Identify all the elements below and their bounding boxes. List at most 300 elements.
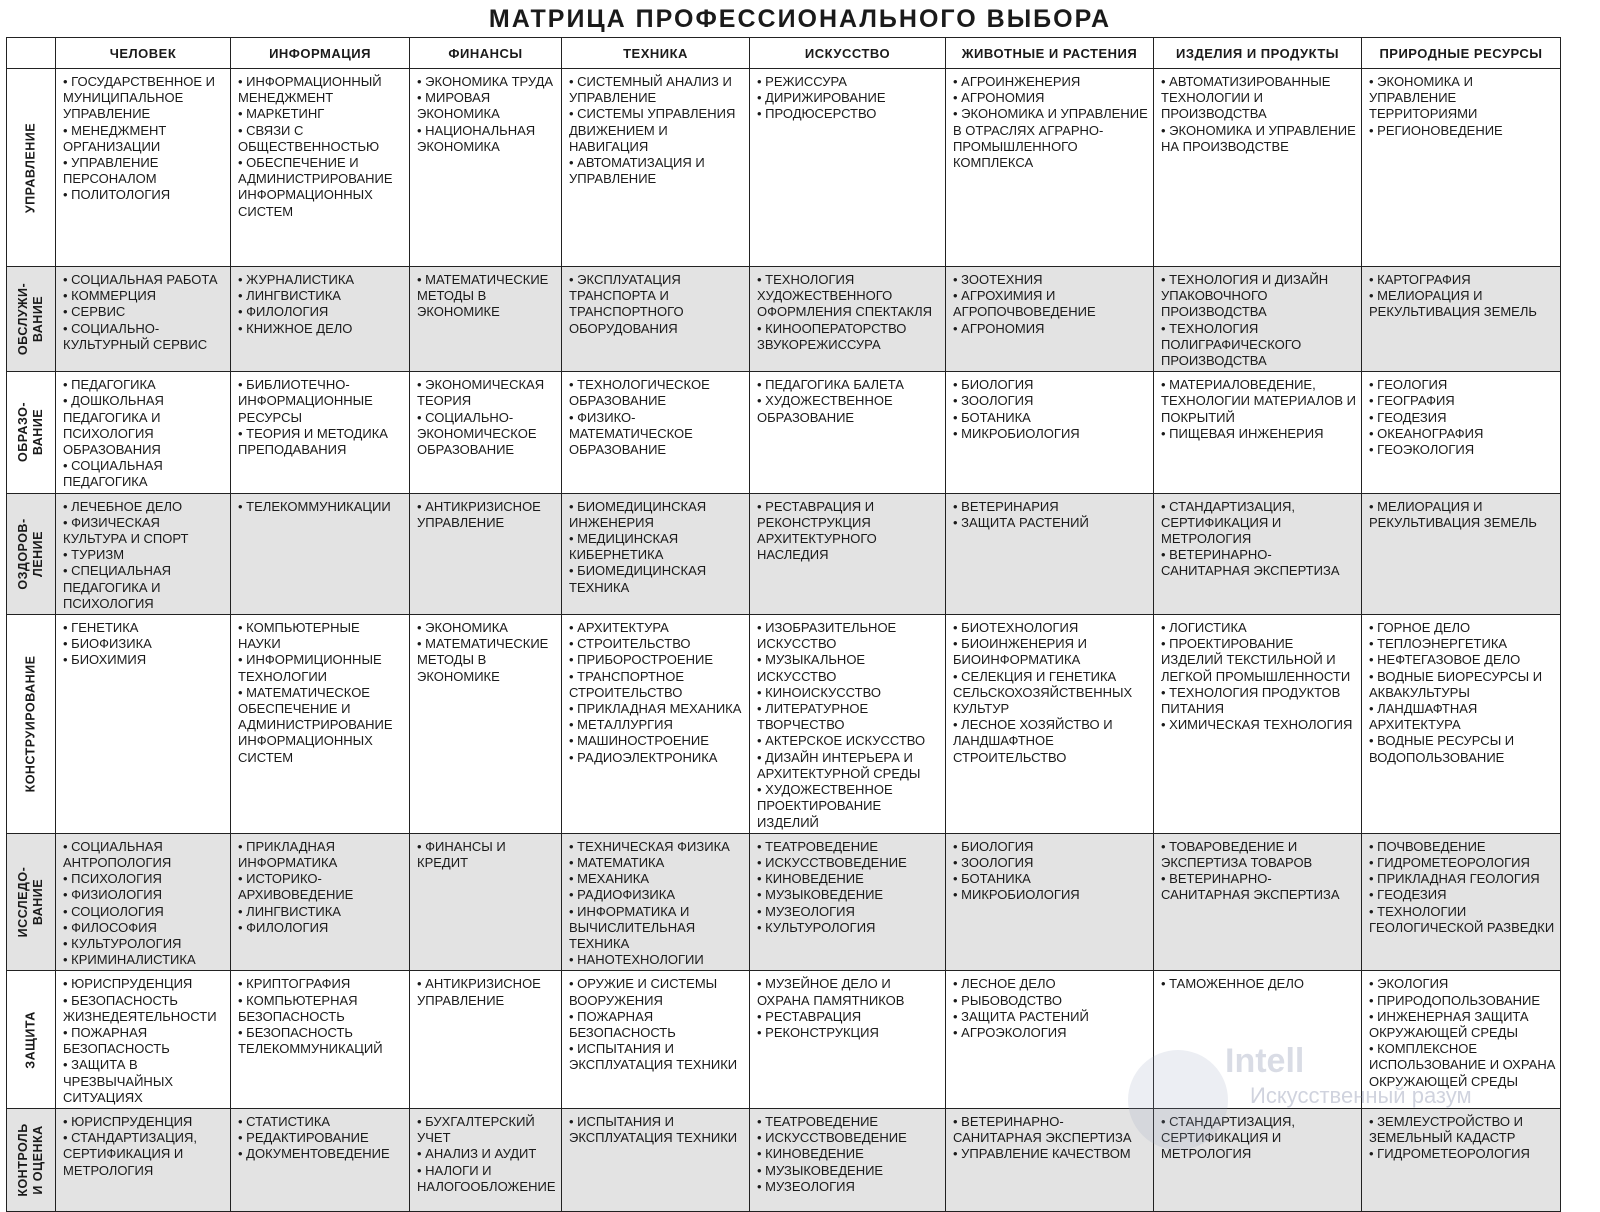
column-header: ИНФОРМАЦИЯ	[231, 38, 410, 69]
profession-list	[238, 74, 405, 220]
profession-item: • СОЦИАЛЬНАЯ ПЕДАГОГИКА	[63, 458, 226, 490]
profession-item: • ТЕХНОЛОГИЯ ПОЛИГРАФИЧЕСКОГО ПРОИЗВОДСТВА	[1161, 321, 1357, 370]
profession-item: • ЗАЩИТА В ЧРЕЗВЫЧАЙНЫХ СИТУАЦИЯХ	[63, 1057, 226, 1106]
matrix-row	[7, 1108, 1561, 1211]
profession-item: • ВОДНЫЕ РЕСУРСЫ И ВОДОПОЛЬЗОВАНИЕ	[1369, 733, 1556, 765]
column-header: ИСКУССТВО	[750, 38, 946, 69]
matrix-row	[7, 833, 1561, 971]
profession-item: • БОТАНИКА	[953, 410, 1149, 426]
profession-item: • ДОШКОЛЬНАЯ ПЕДАГОГИКА И ПСИХОЛОГИЯ ОБРАЗОВАНИЯ	[63, 393, 226, 458]
profession-item: • БИБЛИОТЕЧНО-ИНФОРМАЦИОННЫЕ РЕСУРСЫ	[238, 377, 405, 426]
column-header: ИЗДЕЛИЯ И ПРОДУКТЫ	[1154, 38, 1362, 69]
profession-item: • СЕЛЕКЦИЯ И ГЕНЕТИКА СЕЛЬСКОХОЗЯЙСТВЕННЫХ КУЛЬТУР	[953, 669, 1149, 718]
profession-item: • БИОЛОГИЯ	[953, 377, 1149, 393]
profession-item: • ГЕОЛОГИЯ	[1369, 377, 1556, 393]
profession-item: • НАЛОГИ И НАЛОГООБЛОЖЕНИЕ	[417, 1163, 557, 1195]
profession-item: • СОЦИОЛОГИЯ	[63, 904, 226, 920]
matrix-cell	[1362, 1108, 1561, 1211]
matrix-cell	[946, 971, 1154, 1109]
profession-item: • СОЦИАЛЬНО-КУЛЬТУРНЫЙ СЕРВИС	[63, 321, 226, 353]
profession-item: • МУЗЕОЛОГИЯ	[757, 904, 941, 920]
profession-item: • ВОДНЫЕ БИОРЕСУРСЫ И АКВАКУЛЬТУРЫ	[1369, 669, 1556, 701]
matrix-cell	[562, 372, 750, 493]
profession-item: • БЕЗОПАСНОСТЬ ЖИЗНЕДЕЯТЕЛЬНОСТИ	[63, 993, 226, 1025]
profession-list	[569, 620, 745, 766]
matrix-cell	[56, 493, 231, 614]
matrix-cell	[56, 615, 231, 834]
profession-list	[238, 1114, 405, 1163]
profession-item: • АГРОХИМИЯ И АГРОПОЧВОВЕДЕНИЕ	[953, 288, 1149, 320]
profession-item: • РЕКОНСТРУКЦИЯ	[757, 1025, 941, 1041]
matrix-cell	[946, 615, 1154, 834]
watermark-logo-icon	[1128, 1050, 1228, 1150]
profession-list	[1161, 839, 1357, 904]
profession-item: • ГЕОГРАФИЯ	[1369, 393, 1556, 409]
profession-item: • РЕСТАВРАЦИЯ И РЕКОНСТРУКЦИЯ АРХИТЕКТУРНОГО НАСЛЕДИЯ	[757, 499, 941, 564]
profession-list	[238, 976, 405, 1057]
matrix-cell	[1154, 833, 1362, 971]
profession-item: • ТЕАТРОВЕДЕНИЕ	[757, 1114, 941, 1130]
matrix-cell	[1362, 493, 1561, 614]
profession-item: • ЛЕСНОЕ ДЕЛО	[953, 976, 1149, 992]
profession-item: • КИНОИСКУССТВО	[757, 685, 941, 701]
profession-item: • ГОРНОЕ ДЕЛО	[1369, 620, 1556, 636]
profession-item: • ПОЛИТОЛОГИЯ	[63, 187, 226, 203]
profession-item: • МЕДИЦИНСКАЯ КИБЕРНЕТИКА	[569, 531, 745, 563]
row-header	[7, 69, 56, 267]
matrix-cell	[56, 971, 231, 1109]
profession-item: • СОЦИАЛЬНО-ЭКОНОМИЧЕСКОЕ ОБРАЗОВАНИЕ	[417, 410, 557, 459]
page-title: МАТРИЦА ПРОФЕССИОНАЛЬНОГО ВЫБОРА	[488, 5, 1112, 33]
matrix-row	[7, 69, 1561, 267]
watermark-brand: Intell	[1225, 1042, 1305, 1080]
profession-item: • ЖУРНАЛИСТИКА	[238, 272, 405, 288]
matrix-cell	[946, 372, 1154, 493]
profession-item: • ДИРИЖИРОВАНИЕ	[757, 90, 941, 106]
profession-list	[1369, 839, 1556, 936]
profession-list	[238, 377, 405, 458]
profession-item: • АНТИКРИЗИСНОЕ УПРАВЛЕНИЕ	[417, 499, 557, 531]
profession-list	[417, 839, 557, 871]
profession-list	[417, 976, 557, 1008]
row-header-label: ОБСЛУЖИ- ВАНИЕ	[16, 282, 45, 356]
profession-item: • ОРУЖИЕ И СИСТЕМЫ ВООРУЖЕНИЯ	[569, 976, 745, 1008]
profession-item: • ЛОГИСТИКА	[1161, 620, 1357, 636]
matrix-cell	[410, 971, 562, 1109]
profession-item: • НАНОТЕХНОЛОГИИ	[569, 952, 745, 968]
profession-item: • КУЛЬТУРОЛОГИЯ	[63, 936, 226, 952]
matrix-cell	[1362, 69, 1561, 267]
profession-item: • ТЕАТРОВЕДЕНИЕ	[757, 839, 941, 855]
matrix-cell	[410, 833, 562, 971]
profession-item: • ЛИНГВИСТИКА	[238, 904, 405, 920]
profession-item: • СИСТЕМНЫЙ АНАЛИЗ И УПРАВЛЕНИЕ	[569, 74, 745, 106]
profession-item: • ГЕНЕТИКА	[63, 620, 226, 636]
profession-item: • МИКРОБИОЛОГИЯ	[953, 426, 1149, 442]
profession-item: • БИОМЕДИЦИНСКАЯ ИНЖЕНЕРИЯ	[569, 499, 745, 531]
matrix-cell	[1154, 267, 1362, 372]
profession-item: • РЕДАКТИРОВАНИЕ	[238, 1130, 405, 1146]
profession-item: • АГРОНОМИЯ	[953, 321, 1149, 337]
profession-item: • КОММЕРЦИЯ	[63, 288, 226, 304]
profession-item: • ПОЖАРНАЯ БЕЗОПАСНОСТЬ	[63, 1025, 226, 1057]
profession-item: • ОБЕСПЕЧЕНИЕ И АДМИНИСТРИРОВАНИЕ ИНФОРМАЦИОННЫХ СИСТЕМ	[238, 155, 405, 220]
profession-item: • ЛИНГВИСТИКА	[238, 288, 405, 304]
profession-item: • КОМПЛЕКСНОЕ ИСПОЛЬЗОВАНИЕ И ОХРАНА ОКРУЖАЮЩЕЙ СРЕДЫ	[1369, 1041, 1556, 1090]
profession-item: • МАТЕМАТИЧЕСКИЕ МЕТОДЫ В ЭКОНОМИКЕ	[417, 272, 557, 321]
profession-item: • БИОИНЖЕНЕРИЯ И БИОИНФОРМАТИКА	[953, 636, 1149, 668]
column-header: ФИНАНСЫ	[410, 38, 562, 69]
profession-item: • БОТАНИКА	[953, 871, 1149, 887]
matrix-cell	[231, 833, 410, 971]
matrix-cell	[1362, 372, 1561, 493]
profession-list	[417, 620, 557, 685]
profession-item: • ВЕТЕРИНАРНО-САНИТАРНАЯ ЭКСПЕРТИЗА	[953, 1114, 1149, 1146]
row-header	[7, 372, 56, 493]
profession-item: • ФИНАНСЫ И КРЕДИТ	[417, 839, 557, 871]
profession-item: • СТАНДАРТИЗАЦИЯ, СЕРТИФИКАЦИЯ И МЕТРОЛОГИЯ	[63, 1130, 226, 1179]
profession-item: • АНТИКРИЗИСНОЕ УПРАВЛЕНИЕ	[417, 976, 557, 1008]
profession-item: • АВТОМАТИЗАЦИЯ И УПРАВЛЕНИЕ	[569, 155, 745, 187]
matrix-cell	[1154, 372, 1362, 493]
profession-item: • КРИПТОГРАФИЯ	[238, 976, 405, 992]
matrix-cell	[750, 615, 946, 834]
profession-list	[953, 1114, 1149, 1163]
profession-item: • ОКЕАНОГРАФИЯ	[1369, 426, 1556, 442]
profession-item: • КИНОВЕДЕНИЕ	[757, 871, 941, 887]
profession-item: • МЕТАЛЛУРГИЯ	[569, 717, 745, 733]
row-header-label: УПРАВЛЕНИЕ	[23, 122, 38, 213]
matrix-body	[7, 69, 1561, 1212]
profession-list	[1369, 377, 1556, 458]
matrix-cell	[750, 493, 946, 614]
profession-item: • ТАМОЖЕННОЕ ДЕЛО	[1161, 976, 1357, 992]
profession-list	[63, 839, 226, 969]
profession-list	[1161, 74, 1357, 155]
matrix-row	[7, 493, 1561, 614]
profession-item: • ВЕТЕРИНАРНО-САНИТАРНАЯ ЭКСПЕРТИЗА	[1161, 547, 1357, 579]
row-header	[7, 615, 56, 834]
profession-item: • ПРОДЮСЕРСТВО	[757, 106, 941, 122]
profession-item: • ЗАЩИТА РАСТЕНИЙ	[953, 515, 1149, 531]
profession-item: • ЗООЛОГИЯ	[953, 855, 1149, 871]
profession-item: • АРХИТЕКТУРА	[569, 620, 745, 636]
profession-item: • ХИМИЧЕСКАЯ ТЕХНОЛОГИЯ	[1161, 717, 1357, 733]
profession-list	[1161, 272, 1357, 369]
profession-item: • РЫБОВОДСТВО	[953, 993, 1149, 1009]
profession-list	[63, 272, 226, 353]
profession-list	[757, 74, 941, 123]
matrix-cell	[231, 615, 410, 834]
profession-list	[1369, 499, 1556, 531]
profession-item: • ЗООЛОГИЯ	[953, 393, 1149, 409]
profession-item: • ЛИТЕРАТУРНОЕ ТВОРЧЕСТВО	[757, 701, 941, 733]
profession-item: • ПРОЕКТИРОВАНИЕ ИЗДЕЛИЙ ТЕКСТИЛЬНОЙ И ЛЕГКОЙ ПРОМЫШЛЕННОСТИ	[1161, 636, 1357, 685]
row-header-label: ОЗДОРОВ- ЛЕНИЕ	[16, 518, 45, 590]
profession-item: • ТРАНСПОРТНОЕ СТРОИТЕЛЬСТВО	[569, 669, 745, 701]
matrix-cell	[750, 267, 946, 372]
profession-item: • МАШИНОСТРОЕНИЕ	[569, 733, 745, 749]
profession-item: • ХУДОЖЕСТВЕННОЕ ПРОЕКТИРОВАНИЕ ИЗДЕЛИЙ	[757, 782, 941, 831]
profession-item: • ЗООТЕХНИЯ	[953, 272, 1149, 288]
profession-item: • МАТЕМАТИЧЕСКИЕ МЕТОДЫ В ЭКОНОМИКЕ	[417, 636, 557, 685]
profession-item: • ТЕХНОЛОГИИ ГЕОЛОГИЧЕСКОЙ РАЗВЕДКИ	[1369, 904, 1556, 936]
profession-item: • ИНФОРМИЦИОННЫЕ ТЕХНОЛОГИИ	[238, 652, 405, 684]
matrix-cell	[946, 267, 1154, 372]
matrix-cell	[562, 971, 750, 1109]
matrix-cell	[1362, 267, 1561, 372]
profession-list	[1161, 499, 1357, 580]
profession-item: • ЗЕМЛЕУСТРОЙСТВО И ЗЕМЕЛЬНЫЙ КАДАСТР	[1369, 1114, 1556, 1146]
profession-item: • ГИДРОМЕТЕОРОЛОГИЯ	[1369, 855, 1556, 871]
profession-item: • БЕЗОПАСНОСТЬ ТЕЛЕКОММУНИКАЦИЙ	[238, 1025, 405, 1057]
matrix-cell	[56, 267, 231, 372]
profession-item: • МУЗЕОЛОГИЯ	[757, 1179, 941, 1195]
profession-item: • КАРТОГРАФИЯ	[1369, 272, 1556, 288]
profession-item: • АГРОЭКОЛОГИЯ	[953, 1025, 1149, 1041]
profession-item: • ПОЖАРНАЯ БЕЗОПАСНОСТЬ	[569, 1009, 745, 1041]
profession-item: • ТЕПЛОЭНЕРГЕТИКА	[1369, 636, 1556, 652]
profession-item: • ТЕХНОЛОГИЯ ПРОДУКТОВ ПИТАНИЯ	[1161, 685, 1357, 717]
profession-list	[417, 1114, 557, 1195]
row-header	[7, 1108, 56, 1211]
profession-item: • МУЗЫКОВЕДЕНИЕ	[757, 887, 941, 903]
column-header: ЖИВОТНЫЕ И РАСТЕНИЯ	[946, 38, 1154, 69]
profession-list	[63, 976, 226, 1106]
profession-item: • ФИЗИЧЕСКАЯ КУЛЬТУРА И СПОРТ	[63, 515, 226, 547]
matrix-cell	[562, 615, 750, 834]
matrix-cell	[562, 69, 750, 267]
profession-item: • ЮРИСПРУДЕНЦИЯ	[63, 1114, 226, 1130]
profession-item: • МАТЕРИАЛОВЕДЕНИЕ, ТЕХНОЛОГИИ МАТЕРИАЛОВ И ПОКРЫТИЙ	[1161, 377, 1357, 426]
matrix-cell	[946, 69, 1154, 267]
matrix-cell	[1362, 833, 1561, 971]
matrix-row	[7, 267, 1561, 372]
row-header-label: ИССЛЕДО- ВАНИЕ	[16, 866, 45, 938]
corner-cell	[7, 38, 56, 69]
profession-list	[238, 620, 405, 766]
profession-item: • ТУРИЗМ	[63, 547, 226, 563]
profession-item: • КОМПЬЮТЕРНЫЕ НАУКИ	[238, 620, 405, 652]
matrix-cell	[946, 493, 1154, 614]
profession-list	[953, 74, 1149, 171]
profession-item: • СЕРВИС	[63, 304, 226, 320]
profession-item: • ФИЛОСОФИЯ	[63, 920, 226, 936]
matrix-row	[7, 615, 1561, 834]
profession-item: • КНИЖНОЕ ДЕЛО	[238, 321, 405, 337]
profession-item: • ПОЧВОВЕДЕНИЕ	[1369, 839, 1556, 855]
profession-list	[953, 976, 1149, 1041]
profession-item: • ИНФОРМАТИКА И ВЫЧИСЛИТЕЛЬНАЯ ТЕХНИКА	[569, 904, 745, 953]
profession-item: • СОЦИАЛЬНАЯ АНТРОПОЛОГИЯ	[63, 839, 226, 871]
row-header	[7, 493, 56, 614]
profession-list	[757, 499, 941, 564]
profession-list	[238, 272, 405, 337]
profession-item: • ИСТОРИКО-АРХИВОВЕДЕНИЕ	[238, 871, 405, 903]
profession-list	[417, 272, 557, 321]
profession-item: • ФИЛОЛОГИЯ	[238, 304, 405, 320]
matrix-cell	[231, 69, 410, 267]
profession-item: • АКТЕРСКОЕ ИСКУССТВО	[757, 733, 941, 749]
profession-item: • КИНОВЕДЕНИЕ	[757, 1146, 941, 1162]
matrix-cell	[562, 493, 750, 614]
matrix-cell	[562, 1108, 750, 1211]
profession-item: • БИОЛОГИЯ	[953, 839, 1149, 855]
matrix-cell	[231, 372, 410, 493]
matrix-cell	[56, 1108, 231, 1211]
profession-list	[238, 499, 405, 515]
profession-item: • МАТЕМАТИКА	[569, 855, 745, 871]
profession-item: • ТЕХНОЛОГИЯ И ДИЗАЙН УПАКОВОЧНОГО ПРОИЗВОДСТВА	[1161, 272, 1357, 321]
profession-item: • ВЕТЕРИНАРНО-САНИТАРНАЯ ЭКСПЕРТИЗА	[1161, 871, 1357, 903]
profession-item: • УПРАВЛЕНИЕ КАЧЕСТВОМ	[953, 1146, 1149, 1162]
profession-item: • ИСКУССТВОВЕДЕНИЕ	[757, 1130, 941, 1146]
profession-list	[63, 1114, 226, 1179]
profession-list	[417, 377, 557, 458]
profession-item: • РАДИОЭЛЕКТРОНИКА	[569, 750, 745, 766]
matrix-cell	[410, 493, 562, 614]
matrix-cell	[562, 833, 750, 971]
profession-item: • БИОХИМИЯ	[63, 652, 226, 668]
profession-item: • РЕЖИССУРА	[757, 74, 941, 90]
profession-item: • СОЦИАЛЬНАЯ РАБОТА	[63, 272, 226, 288]
profession-item: • СТАНДАРТИЗАЦИЯ, СЕРТИФИКАЦИЯ И МЕТРОЛОГИЯ	[1161, 499, 1357, 548]
profession-list	[569, 272, 745, 337]
profession-item: • БИОФИЗИКА	[63, 636, 226, 652]
matrix-cell	[946, 1108, 1154, 1211]
profession-item: • БИОМЕДИЦИНСКАЯ ТЕХНИКА	[569, 563, 745, 595]
profession-item: • ЮРИСПРУДЕНЦИЯ	[63, 976, 226, 992]
row-header	[7, 267, 56, 372]
matrix-cell	[231, 493, 410, 614]
profession-item: • ЭКОНОМИКА И УПРАВЛЕНИЕ НА ПРОИЗВОДСТВЕ	[1161, 123, 1357, 155]
profession-item: • МАТЕМАТИЧЕСКОЕ ОБЕСПЕЧЕНИЕ И АДМИНИСТРИРОВАНИЕ ИНФОРМАЦИОННЫХ СИСТЕМ	[238, 685, 405, 766]
profession-item: • ХУДОЖЕСТВЕННОЕ ОБРАЗОВАНИЕ	[757, 393, 941, 425]
matrix-cell	[750, 971, 946, 1109]
profession-item: • ПРИБОРОСТРОЕНИЕ	[569, 652, 745, 668]
profession-item: • ГЕОДЕЗИЯ	[1369, 410, 1556, 426]
profession-list	[1369, 74, 1556, 139]
row-header-label: КОНСТРУИРОВАНИЕ	[23, 655, 38, 793]
profession-item: • НАЦИОНАЛЬНАЯ ЭКОНОМИКА	[417, 123, 557, 155]
profession-list	[238, 839, 405, 936]
profession-item: • МЕЛИОРАЦИЯ И РЕКУЛЬТИВАЦИЯ ЗЕМЕЛЬ	[1369, 288, 1556, 320]
profession-item: • РАДИОФИЗИКА	[569, 887, 745, 903]
profession-item: • ПРИКЛАДНАЯ МЕХАНИКА	[569, 701, 745, 717]
profession-item: • ТЕЛЕКОММУНИКАЦИИ	[238, 499, 405, 515]
profession-item: • ФИЗИКО-МАТЕМАТИЧЕСКОЕ ОБРАЗОВАНИЕ	[569, 410, 745, 459]
profession-item: • ЛАНДШАФТНАЯ АРХИТЕКТУРА	[1369, 701, 1556, 733]
profession-list	[569, 377, 745, 458]
profession-item: • ГЕОЭКОЛОГИЯ	[1369, 442, 1556, 458]
matrix-cell	[231, 267, 410, 372]
profession-item: • ЭКОНОМИКА ТРУДА	[417, 74, 557, 90]
profession-list	[63, 74, 226, 204]
profession-list	[757, 377, 941, 426]
profession-list	[569, 1114, 745, 1146]
profession-item: • ЛЕСНОЕ ХОЗЯЙСТВО И ЛАНДШАФТНОЕ СТРОИТЕЛЬСТВО	[953, 717, 1149, 766]
profession-matrix	[6, 37, 1561, 1212]
profession-item: • УПРАВЛЕНИЕ ПЕРСОНАЛОМ	[63, 155, 226, 187]
profession-item: • МИРОВАЯ ЭКОНОМИКА	[417, 90, 557, 122]
profession-item: • АГРОИНЖЕНЕРИЯ	[953, 74, 1149, 90]
profession-item: • ИСПЫТАНИЯ И ЭКСПЛУАТАЦИЯ ТЕХНИКИ	[569, 1041, 745, 1073]
profession-item: • ЛЕЧЕБНОЕ ДЕЛО	[63, 499, 226, 515]
profession-item: • КИНООПЕРАТОРСТВО ЗВУКОРЕЖИССУРА	[757, 321, 941, 353]
profession-item: • МАРКЕТИНГ	[238, 106, 405, 122]
column-header-row	[7, 38, 1561, 69]
profession-item: • ТОВАРОВЕДЕНИЕ И ЭКСПЕРТИЗА ТОВАРОВ	[1161, 839, 1357, 871]
profession-list	[1369, 620, 1556, 766]
profession-list	[757, 272, 941, 353]
matrix-cell	[410, 267, 562, 372]
profession-item: • НЕФТЕГАЗОВОЕ ДЕЛО	[1369, 652, 1556, 668]
profession-item: • СВЯЗИ С ОБЩЕСТВЕННОСТЬЮ	[238, 123, 405, 155]
row-header-label: ЗАЩИТА	[23, 1010, 38, 1069]
matrix-cell	[1154, 69, 1362, 267]
profession-item: • АНАЛИЗ И АУДИТ	[417, 1146, 557, 1162]
profession-item: • ПЕДАГОГИКА	[63, 377, 226, 393]
profession-item: • МЕЛИОРАЦИЯ И РЕКУЛЬТИВАЦИЯ ЗЕМЕЛЬ	[1369, 499, 1556, 531]
profession-item: • ДИЗАЙН ИНТЕРЬЕРА И АРХИТЕКТУРНОЙ СРЕДЫ	[757, 750, 941, 782]
profession-list	[757, 976, 941, 1041]
profession-list	[953, 499, 1149, 531]
profession-list	[63, 499, 226, 612]
matrix-row	[7, 372, 1561, 493]
matrix-cell	[750, 1108, 946, 1211]
profession-item: • ФИЗИОЛОГИЯ	[63, 887, 226, 903]
profession-item: • РЕГИОНОВЕДЕНИЕ	[1369, 123, 1556, 139]
profession-item: • ЭКОНОМИКА	[417, 620, 557, 636]
profession-item: • ТЕХНОЛОГИЧЕСКОЕ ОБРАЗОВАНИЕ	[569, 377, 745, 409]
profession-item: • ЭКОНОМИЧЕСКАЯ ТЕОРИЯ	[417, 377, 557, 409]
profession-item: • АВТОМАТИЗИРОВАННЫЕ ТЕХНОЛОГИИ И ПРОИЗВОДСТВА	[1161, 74, 1357, 123]
profession-list	[1161, 976, 1357, 992]
profession-item: • ИСКУССТВОВЕДЕНИЕ	[757, 855, 941, 871]
matrix-cell	[1154, 615, 1362, 834]
profession-list	[63, 377, 226, 490]
profession-list	[953, 620, 1149, 766]
profession-item: • ПСИХОЛОГИЯ	[63, 871, 226, 887]
profession-item: • МУЗЫКОВЕДЕНИЕ	[757, 1163, 941, 1179]
matrix-cell	[410, 372, 562, 493]
profession-item: • МУЗЫКАЛЬНОЕ ИСКУССТВО	[757, 652, 941, 684]
profession-item: • ПЕДАГОГИКА БАЛЕТА	[757, 377, 941, 393]
profession-item: • ЭКОНОМИКА И УПРАВЛЕНИЕ ТЕРРИТОРИЯМИ	[1369, 74, 1556, 123]
profession-item: • АГРОНОМИЯ	[953, 90, 1149, 106]
profession-item: • ГИДРОМЕТЕОРОЛОГИЯ	[1369, 1146, 1556, 1162]
profession-item: • ЗАЩИТА РАСТЕНИЙ	[953, 1009, 1149, 1025]
matrix-cell	[231, 971, 410, 1109]
profession-item: • СТРОИТЕЛЬСТВО	[569, 636, 745, 652]
profession-list	[417, 499, 557, 531]
profession-item: • ЭКОЛОГИЯ	[1369, 976, 1556, 992]
profession-list	[757, 620, 941, 831]
matrix-cell	[946, 833, 1154, 971]
profession-item: • ГЕОДЕЗИЯ	[1369, 887, 1556, 903]
profession-list	[953, 377, 1149, 442]
profession-item: • МИКРОБИОЛОГИЯ	[953, 887, 1149, 903]
profession-list	[569, 74, 745, 187]
profession-item: • СТАНДАРТИЗАЦИЯ, СЕРТИФИКАЦИЯ И МЕТРОЛОГИЯ	[1161, 1114, 1357, 1163]
profession-item: • СПЕЦИАЛЬНАЯ ПЕДАГОГИКА И ПСИХОЛОГИЯ	[63, 563, 226, 612]
profession-item: • ТЕОРИЯ И МЕТОДИКА ПРЕПОДАВАНИЯ	[238, 426, 405, 458]
profession-item: • ГОСУДАРСТВЕННОЕ И МУНИЦИПАЛЬНОЕ УПРАВЛЕНИЕ	[63, 74, 226, 123]
matrix-cell	[231, 1108, 410, 1211]
matrix-cell	[750, 833, 946, 971]
matrix-cell	[56, 69, 231, 267]
profession-item: • ТЕХНИЧЕСКАЯ ФИЗИКА	[569, 839, 745, 855]
